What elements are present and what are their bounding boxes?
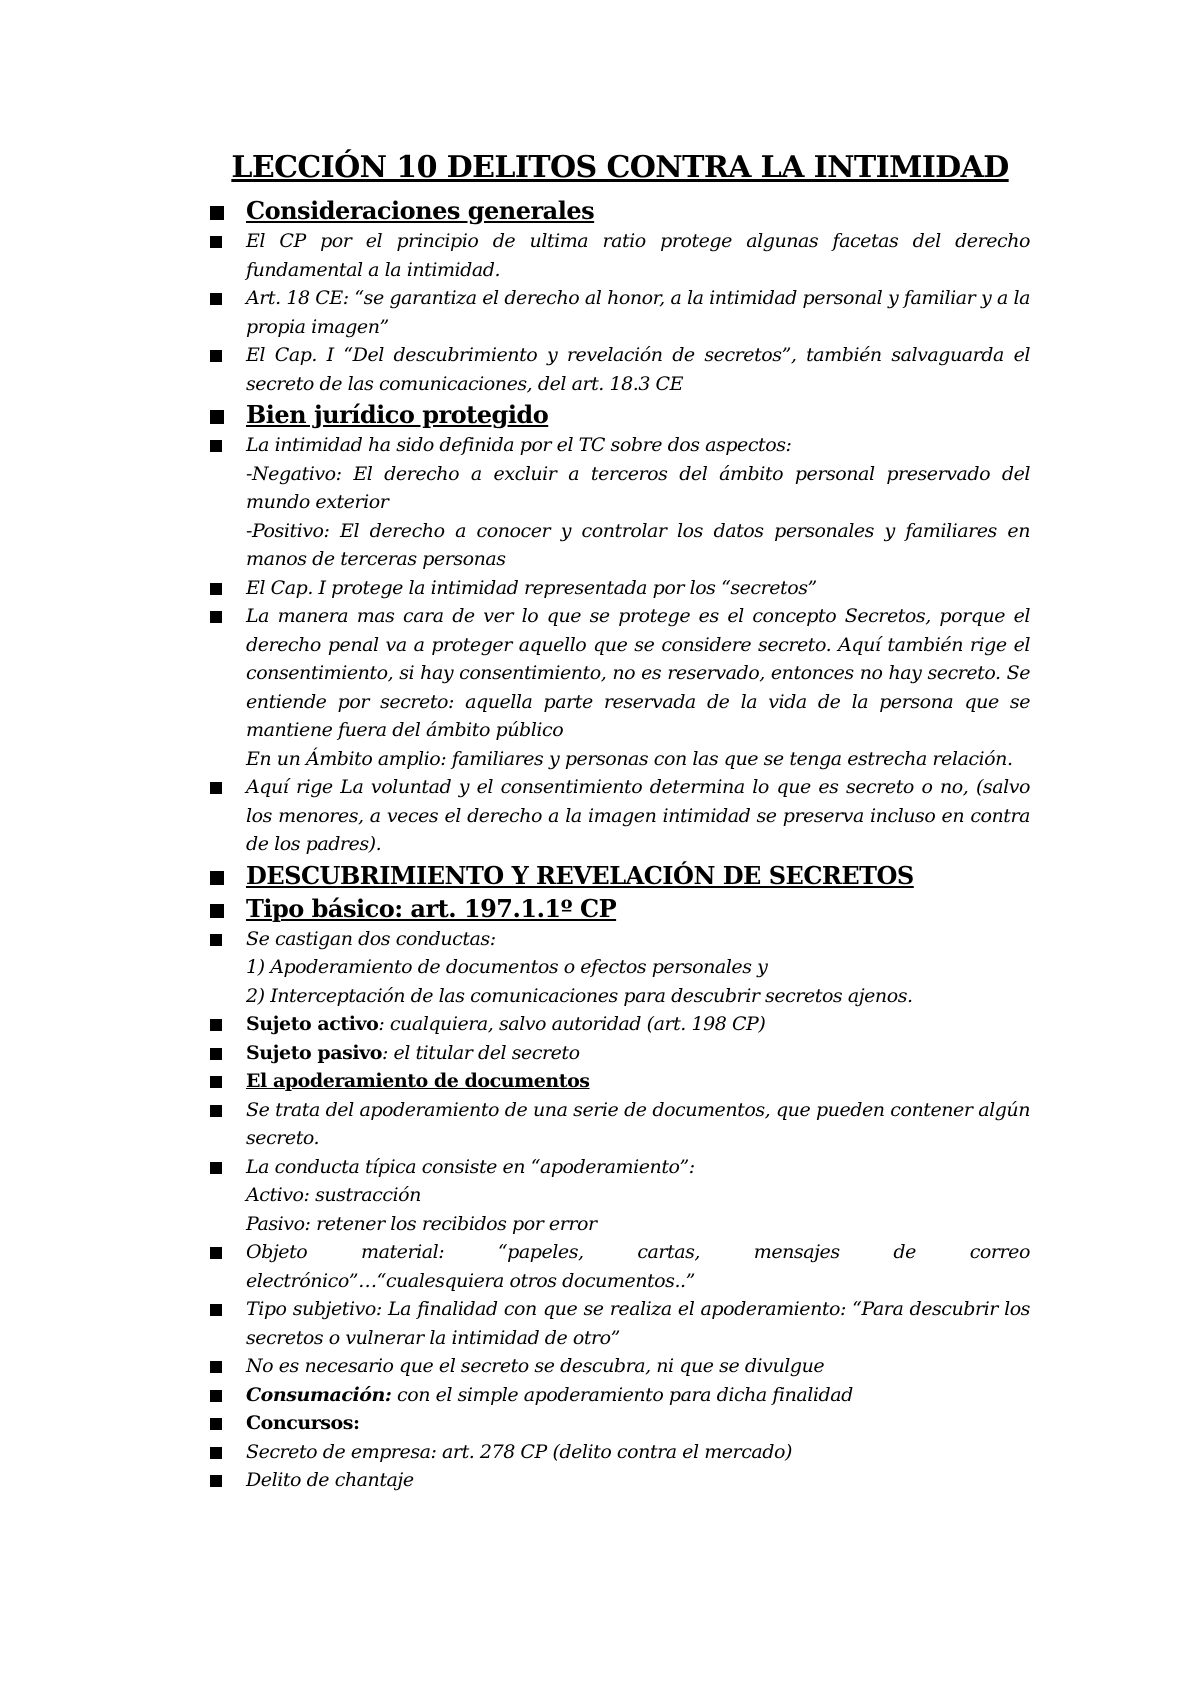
heading-text: DESCUBRIMIENTO Y REVELACIÓN DE SECRETOS <box>246 860 914 890</box>
item-value: : cualquiera, salvo autoridad (art. 198 CP) <box>378 1013 766 1035</box>
square-bullet-icon <box>210 1019 222 1031</box>
square-bullet-icon <box>210 871 224 885</box>
item-value: con el simple apoderamiento para dicha finalidad <box>391 1383 853 1406</box>
list-item <box>210 602 1030 773</box>
square-bullet-icon <box>210 611 222 623</box>
heading-text: El apoderamiento de documentos <box>246 1070 590 1092</box>
square-bullet-icon <box>210 583 222 595</box>
list-item <box>210 1352 1030 1381</box>
list-item <box>210 925 1030 1011</box>
word: Objeto <box>246 1241 308 1263</box>
item-line: Activo: sustracción <box>246 1184 421 1206</box>
word: correo <box>969 1241 1030 1263</box>
word: material: <box>361 1241 445 1263</box>
item-text <box>246 602 1030 773</box>
list-item <box>210 431 1030 574</box>
item-line: -Negativo: El derecho a excluir a terceros del ámbito personal preservado del mundo exterior <box>246 462 1030 513</box>
item-text <box>246 1039 1030 1068</box>
item-line: 1) Apoderamiento de documentos o efectos personales y <box>246 956 768 978</box>
square-bullet-icon <box>210 1105 222 1117</box>
square-bullet-icon <box>210 293 222 305</box>
square-bullet-icon <box>210 236 222 248</box>
square-bullet-icon <box>210 1247 222 1259</box>
square-bullet-icon <box>210 1076 222 1088</box>
heading-text: Consideraciones generales <box>246 196 595 225</box>
word: de <box>893 1241 916 1263</box>
item-text <box>246 1010 1030 1039</box>
item-text <box>246 925 1030 1011</box>
item-line: La manera mas cara de ver lo que se protege es el concepto Secretos, porque el derecho penal va a proteger aquello que se considere secreto. Aquí también rige el consentimiento, si hay consentimiento, no es reservado, entonces no hay secreto. Se entiende por secreto: aquella parte reservada de la vida de la persona que se mantiene fuera del ámbito público <box>246 605 1030 741</box>
page-title: LECCIÓN 10 DELITOS CONTRA LA INTIMIDAD <box>231 150 1009 185</box>
list-item <box>210 1295 1030 1352</box>
square-bullet-icon <box>210 350 222 362</box>
square-bullet-icon <box>210 410 224 424</box>
square-bullet-icon <box>210 1304 222 1316</box>
list-item <box>210 574 1030 603</box>
item-line: -Positivo: El derecho a conocer y controlar los datos personales y familiares en manos de terceras personas <box>246 519 1030 570</box>
word: mensajes <box>753 1241 840 1263</box>
square-bullet-icon <box>210 1447 222 1459</box>
item-text: El CP por el principio de ultima ratio protege algunas facetas del derecho fundamental a la intimidad. <box>246 230 1030 281</box>
section-heading <box>210 398 1030 431</box>
item-line: Se castigan dos conductas: <box>246 927 496 950</box>
section-heading <box>210 859 1030 892</box>
list-item <box>210 1153 1030 1239</box>
item-text: El Cap. I protege la intimidad representada por los “secretos” <box>246 576 817 599</box>
heading-text: Tipo básico: art. 197.1.1º CP <box>246 893 617 923</box>
item-text: Delito de chantaje <box>246 1469 414 1491</box>
item-text: Se trata del apoderamiento de una serie de documentos, que pueden contener algún secreto. <box>246 1098 1030 1149</box>
item-text: Secreto de empresa: art. 278 CP (delito contra el mercado) <box>246 1440 792 1463</box>
subsection-heading <box>210 1067 1030 1096</box>
list-item <box>210 1438 1030 1467</box>
item-text: No es necesario que el secreto se descubra, ni que se divulgue <box>246 1355 825 1377</box>
list-item <box>210 284 1030 341</box>
item-text: Tipo subjetivo: La finalidad con que se realiza el apoderamiento: “Para descubrir los secretos o vulnerar la intimidad de otro” <box>246 1298 1030 1349</box>
item-text <box>246 1238 1030 1295</box>
list-item <box>210 1096 1030 1153</box>
item-text: Art. 18 CE: “se garantiza el derecho al honor, a la intimidad personal y familiar y a la propia imagen” <box>246 287 1030 338</box>
list-item <box>210 1466 1030 1495</box>
item-text: Concursos: <box>246 1412 360 1434</box>
square-bullet-icon <box>210 904 224 918</box>
square-bullet-icon <box>210 1418 222 1430</box>
item-line: La conducta típica consiste en “apoderamiento”: <box>246 1155 695 1178</box>
square-bullet-icon <box>210 1390 222 1402</box>
section-heading <box>210 892 1030 925</box>
section-heading <box>210 194 1030 227</box>
list-item <box>210 1238 1030 1295</box>
square-bullet-icon <box>210 782 222 794</box>
square-bullet-icon <box>210 1048 222 1060</box>
word: cartas, <box>637 1241 701 1263</box>
item-value: : el titular del secreto <box>381 1041 580 1064</box>
item-text <box>246 1153 1030 1239</box>
item-label: Sujeto activo <box>246 1013 379 1035</box>
item-line: La intimidad ha sido definida por el TC sobre dos aspectos: <box>246 434 792 456</box>
item-text: El Cap. I “Del descubrimiento y revelación de secretos”, también salvaguarda el secreto de las comunicaciones, del art. 18.3 CE <box>246 344 1030 395</box>
document-page <box>210 148 1030 1495</box>
square-bullet-icon <box>210 440 222 452</box>
word: “papeles, <box>497 1241 584 1263</box>
item-text <box>246 431 1030 574</box>
list-item <box>210 1039 1030 1068</box>
list-item <box>210 1409 1030 1438</box>
list-item <box>210 227 1030 284</box>
square-bullet-icon <box>210 1475 222 1487</box>
square-bullet-icon <box>210 1361 222 1373</box>
item-label: Consumación: <box>246 1383 392 1406</box>
list-item <box>210 1381 1030 1410</box>
square-bullet-icon <box>210 206 224 220</box>
item-line-justified <box>246 1238 1030 1267</box>
list-item <box>210 1010 1030 1039</box>
square-bullet-icon <box>210 934 222 946</box>
item-line: electrónico”…“cualesquiera otros documentos..” <box>246 1269 695 1292</box>
item-text: Aquí rige La voluntad y el consentimiento determina lo que es secreto o no, (salvo los menores, a veces el derecho a la imagen intimidad se preserva incluso en contra de los padres). <box>246 776 1030 855</box>
item-line: Pasivo: retener los recibidos por error <box>246 1212 597 1235</box>
item-line: 2) Interceptación de las comunicaciones para descubrir secretos ajenos. <box>246 984 913 1007</box>
list-item <box>210 773 1030 859</box>
list-item <box>210 341 1030 398</box>
heading-text: Bien jurídico protegido <box>246 400 549 429</box>
item-text <box>246 1381 1030 1410</box>
square-bullet-icon <box>210 1162 222 1174</box>
item-label: Sujeto pasivo <box>246 1041 382 1064</box>
item-line: En un Ámbito amplio: familiares y personas con las que se tenga estrecha relación. <box>246 747 1013 770</box>
